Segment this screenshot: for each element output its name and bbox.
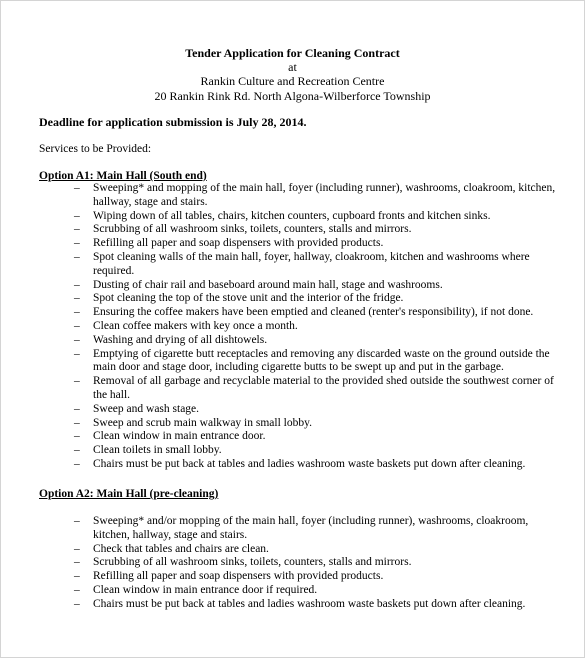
list-item: [0, 375, 585, 403]
list-item-text: Sweeping* and/or mopping of the main hall, foyer (including runner), washrooms, cloakroom, kitchen, hallway, stage and stairs.: [93, 515, 529, 541]
list-item-text: Wiping down of all tables, chairs, kitchen counters, cupboard fronts and kitchen sinks.: [93, 209, 491, 222]
bullet-dash: –: [74, 402, 80, 415]
list-item: [0, 237, 585, 251]
header-at: at: [288, 60, 297, 75]
bullet-dash: –: [74, 430, 80, 443]
list-item-text: Sweep and scrub main walkway in small lobby.: [93, 416, 312, 429]
bullet-dash: –: [74, 319, 80, 332]
bullet-dash: –: [74, 292, 80, 305]
list-item: [0, 543, 585, 557]
list-item: [0, 182, 585, 210]
list-item-text: Clean coffee makers with key once a month.: [93, 319, 298, 332]
list-item-text: Clean window in main entrance door if required.: [93, 583, 318, 596]
bullet-dash: –: [74, 583, 80, 596]
bullet-dash: –: [74, 416, 80, 429]
list-item-text: Washing and drying of all dishtowels.: [93, 333, 268, 346]
list-item-text: Chairs must be put back at tables and ladies washroom waste baskets put down after cleaning.: [93, 597, 526, 610]
list-item-text: Check that tables and chairs are clean.: [93, 542, 269, 555]
option-a1-heading: Option A1: Main Hall (South end): [39, 170, 207, 182]
bullet-dash: –: [74, 182, 80, 194]
list-item-text: Removal of all garbage and recyclable material to the provided shed outside the southwest corner of the hall.: [93, 375, 554, 401]
list-item: [0, 403, 585, 417]
bullet-dash: –: [74, 375, 80, 388]
list-item: [0, 223, 585, 237]
list-item-text: Spot cleaning the top of the stove unit and the interior of the fridge.: [93, 292, 404, 305]
bullet-dash: –: [74, 306, 80, 319]
list-item-text: Clean window in main entrance door.: [93, 430, 266, 443]
bullet-dash: –: [74, 250, 80, 263]
bullet-dash: –: [74, 597, 80, 610]
list-item-text: Refilling all paper and soap dispensers with provided products.: [93, 237, 384, 250]
list-item: [0, 292, 585, 306]
list-item-text: Clean toilets in small lobby.: [93, 444, 222, 457]
list-item: [0, 444, 585, 458]
bullet-dash: –: [74, 444, 80, 457]
list-item: [0, 320, 585, 334]
list-item: [0, 210, 585, 224]
bullet-dash: –: [74, 556, 80, 569]
bullet-dash: –: [74, 278, 80, 291]
list-item: [0, 584, 585, 598]
bullet-dash: –: [74, 223, 80, 236]
deadline-notice: Deadline for application submission is July 28, 2014.: [39, 115, 307, 129]
option-a1-list: [0, 182, 585, 472]
bullet-dash: –: [74, 542, 80, 555]
bullet-dash: –: [74, 333, 80, 346]
list-item: [0, 570, 585, 584]
bullet-dash: –: [74, 515, 80, 527]
list-item-text: Dusting of chair rail and baseboard around main hall, stage and washrooms.: [93, 278, 443, 291]
list-item: [0, 598, 585, 612]
list-item-text: Ensuring the coffee makers have been emptied and cleaned (renter's responsibility), if not done.: [93, 306, 534, 319]
bullet-dash: –: [74, 209, 80, 222]
list-item: [0, 458, 585, 472]
list-item: [0, 417, 585, 431]
list-item-text: Chairs must be put back at tables and ladies washroom waste baskets put down after cleaning.: [93, 457, 526, 470]
list-item: [0, 251, 585, 279]
list-item-text: Sweep and wash stage.: [93, 402, 200, 415]
venue-name: Rankin Culture and Recreation Centre: [200, 74, 385, 89]
list-item-text: Refilling all paper and soap dispensers with provided products.: [93, 570, 384, 583]
bullet-dash: –: [74, 237, 80, 250]
list-item-text: Scrubbing of all washroom sinks, toilets, counters, stalls and mirrors.: [93, 556, 412, 569]
list-item-text: Emptying of cigarette butt receptacles and removing any discarded waste on the ground outside the main door and stage door, including cigarette butts to be swept up and put in the garbage.: [93, 347, 550, 374]
list-item-text: Spot cleaning walls of the main hall, foyer, hallway, cloakroom, kitchen and washrooms where required.: [93, 250, 530, 277]
list-item: [0, 279, 585, 293]
list-item: [0, 556, 585, 570]
services-label: Services to be Provided:: [39, 143, 152, 155]
list-item-text: Scrubbing of all washroom sinks, toilets, counters, stalls and mirrors.: [93, 223, 412, 236]
list-item-text: Sweeping* and mopping of the main hall, foyer (including runner), washrooms, cloakroom, kitchen, hallway, stage and stairs.: [93, 182, 556, 208]
list-item: [0, 515, 585, 543]
bullet-dash: –: [74, 570, 80, 583]
option-a2-list: [0, 515, 585, 612]
option-a2-heading: Option A2: Main Hall (pre-cleaning): [39, 488, 219, 500]
document-title: Tender Application for Cleaning Contract: [185, 46, 400, 60]
document-header: [0, 46, 585, 103]
list-item: [0, 334, 585, 348]
list-item: [0, 348, 585, 376]
list-item: [0, 430, 585, 444]
bullet-dash: –: [74, 347, 80, 360]
list-item: [0, 306, 585, 320]
bullet-dash: –: [74, 457, 80, 470]
venue-address: 20 Rankin Rink Rd. North Algona-Wilberforce Township: [154, 88, 431, 103]
